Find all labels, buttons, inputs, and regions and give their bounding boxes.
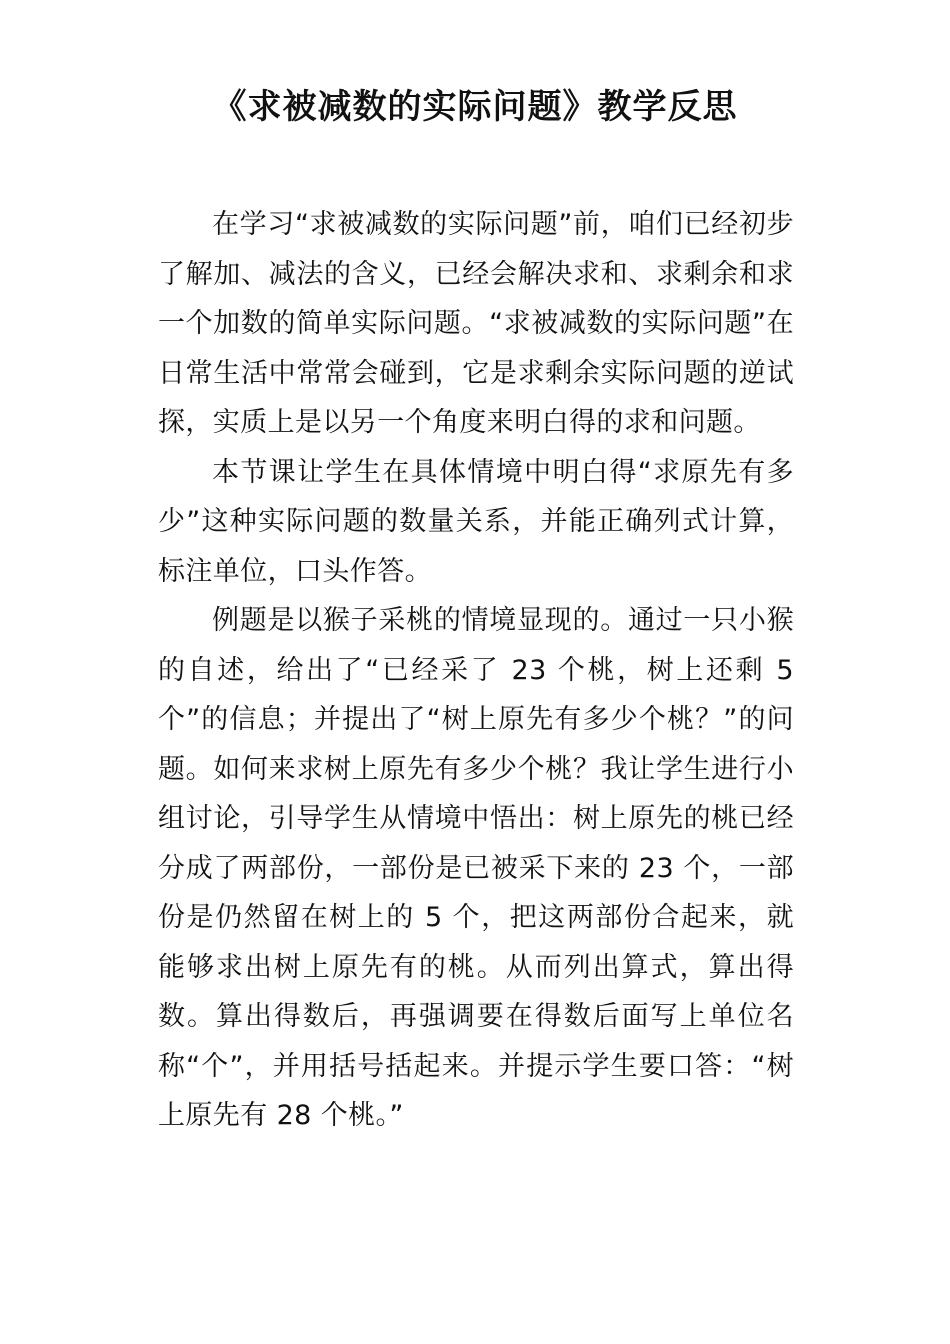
paragraph-lesson-goal: 本节课让学生在具体情境中明白得“求原先有多少”这种实际问题的数量关系，并能正确列式计算，标注单位，口头作答。 xyxy=(158,456,794,587)
paragraph-intro: 在学习“求被减数的实际问题”前，咱们已经初步了解加、减法的含义，已经会解决求和、求剩余和求一个加数的简单实际问题。“求被减数的实际问题”在日常生活中常常会碰到，它是求剩余实际问题的逆试探，实质上是以另一个角度来明白得的求和问题。 xyxy=(158,209,794,438)
paragraph-example: 例题是以猴子采桃的情境显现的。通过一只小猴的自述，给出了“已经采了 23 个桃，树上还剩 5 个”的信息；并提出了“树上原先有多少个桃？”的问题。如何来求树上原先有多少个桃？我让学生进行小组讨论，引导学生从情境中悟出：树上原先的桃已经分成了两部份，一部份是已被采下来的 23 个，一部份是仍然留在树上的 5 个，把这两部份合起来，就能够求出树上原先有的桃。从而列出算式，算出得数。算出得数后，再强调要在得数后面写上单位名称“个”，并用括号括起来。并提示学生要口答：“树上原先有 28 个桃。” xyxy=(158,605,794,1131)
document-body xyxy=(158,200,794,1141)
document-title: 《求被减数的实际问题》教学反思 xyxy=(212,87,738,127)
